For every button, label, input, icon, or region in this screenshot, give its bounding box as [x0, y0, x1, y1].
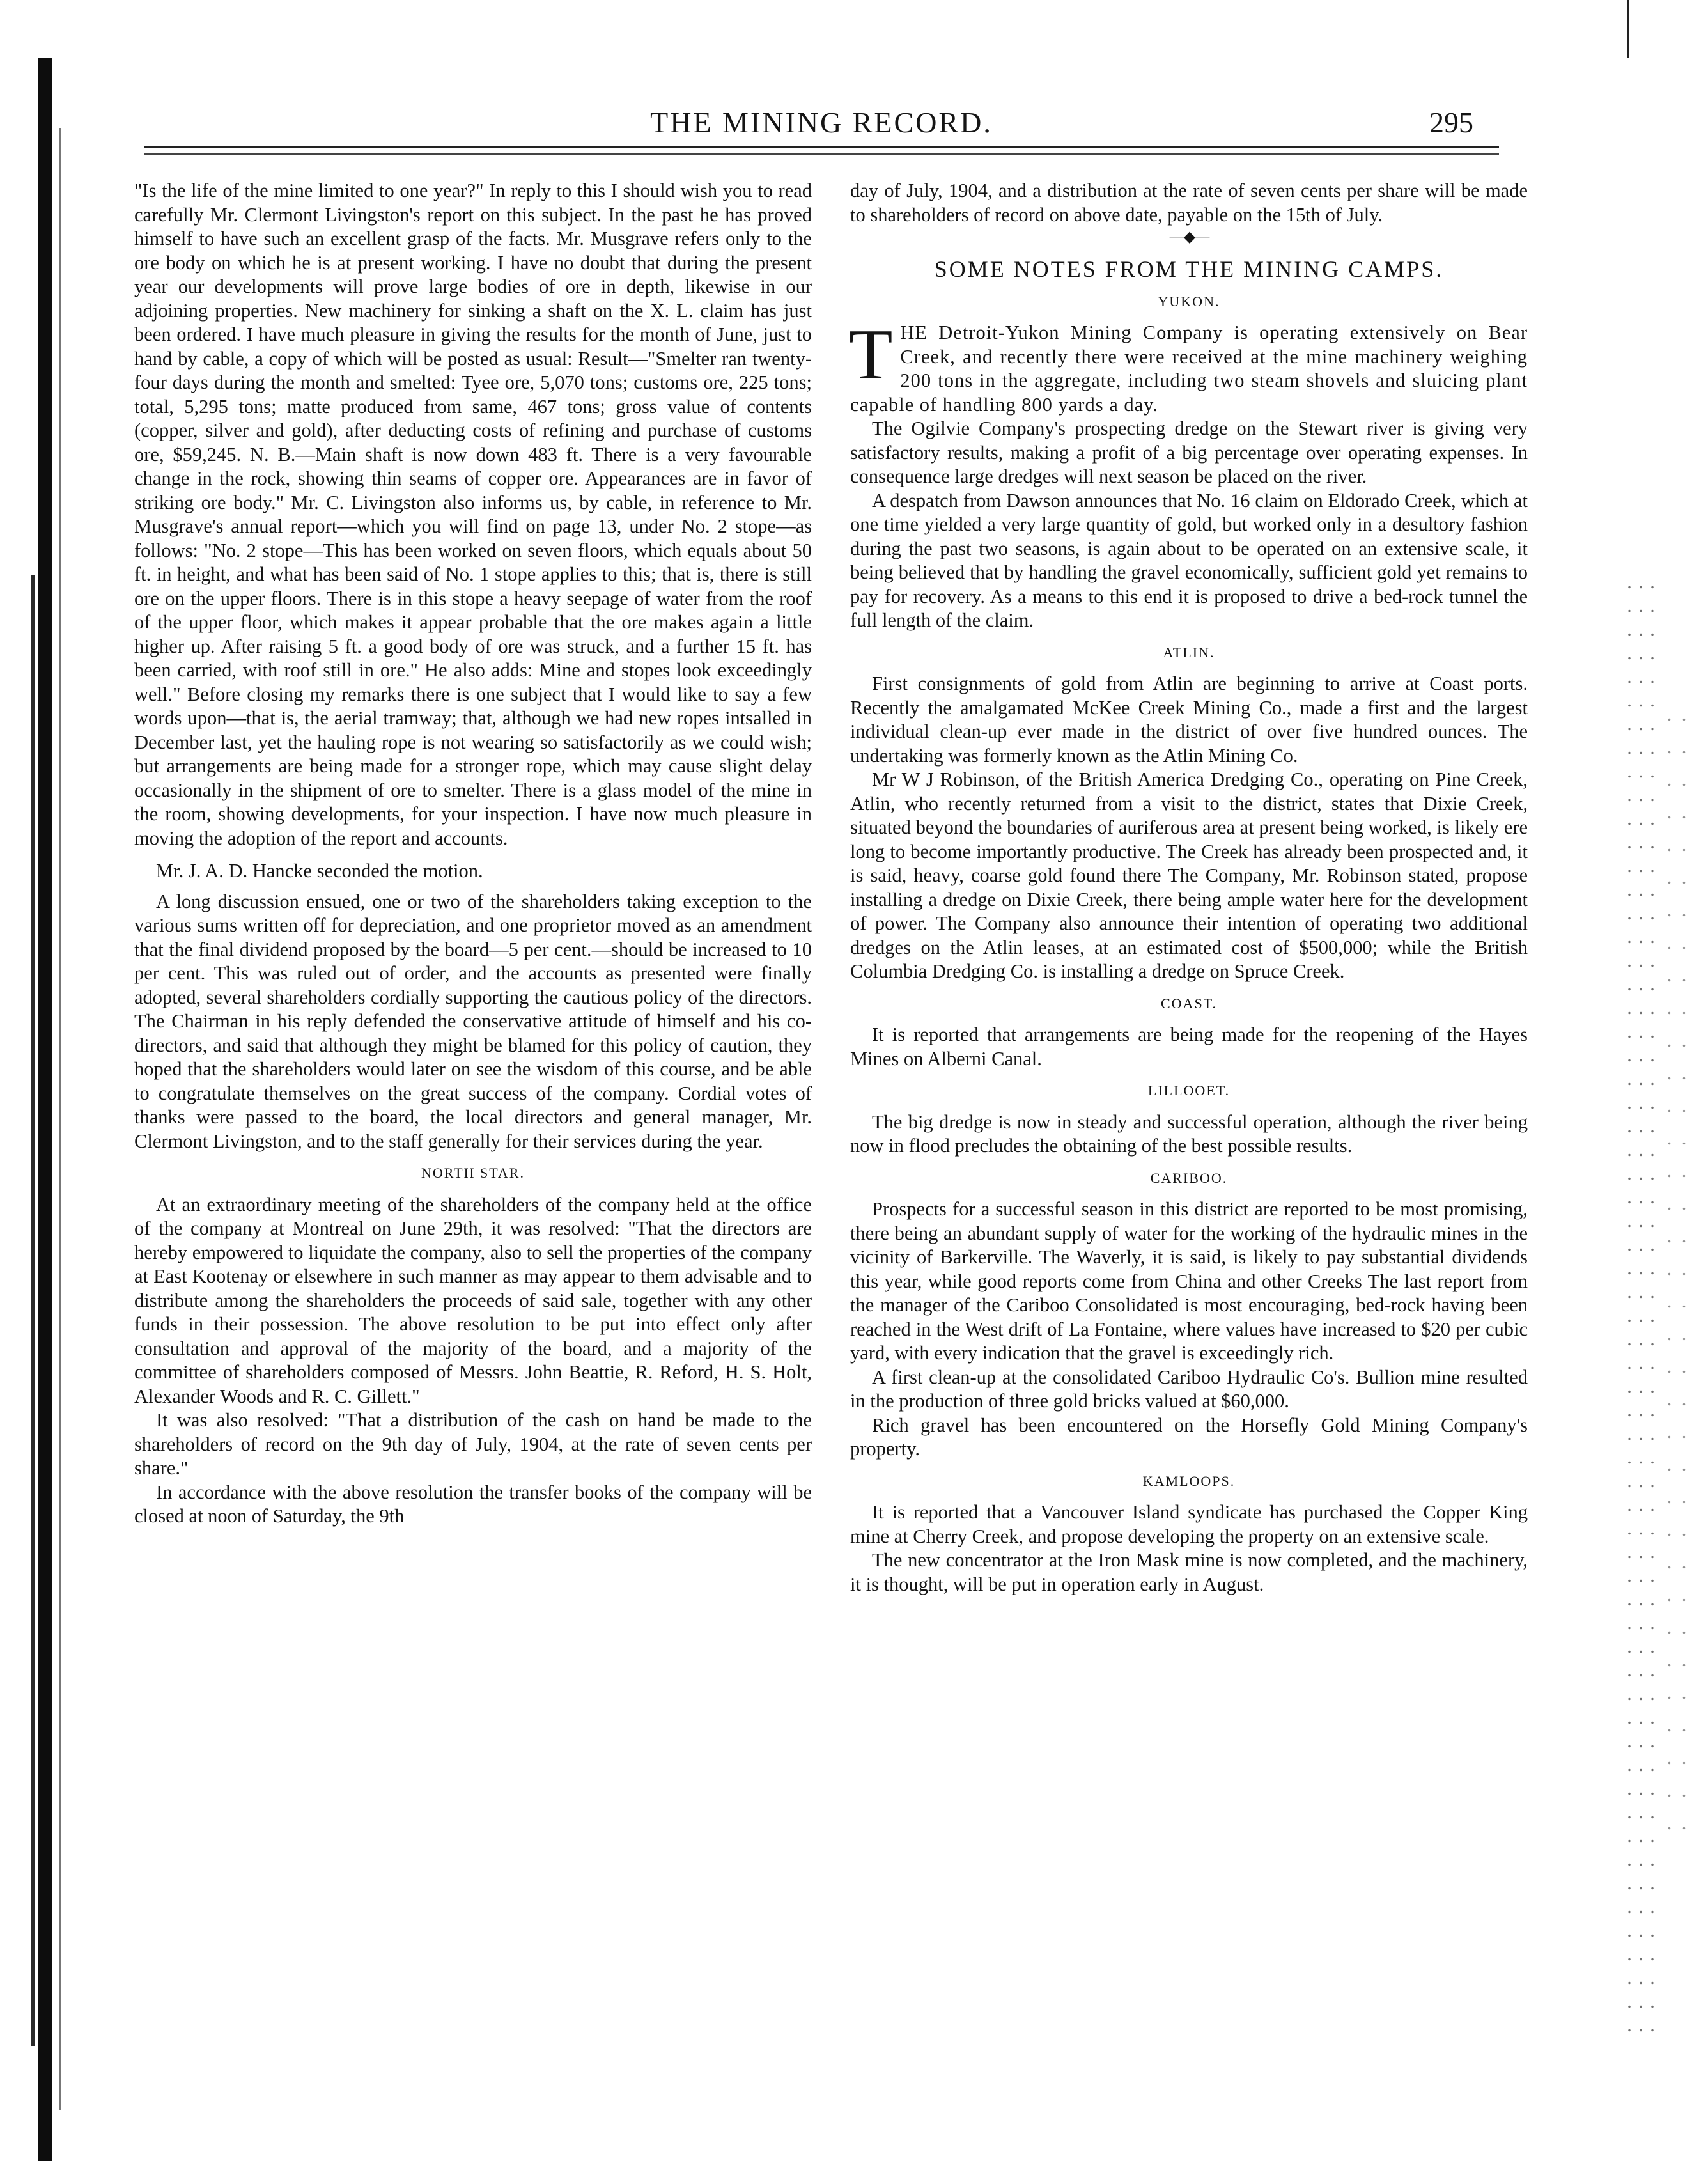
running-title: THE MINING RECORD. [650, 106, 993, 139]
opening-paragraph [849, 315, 1528, 417]
binding-gutter-line [59, 128, 61, 2110]
paragraph: A first clean-up at the consolidated Cariboo Hydraulic Co's. Bullion mine resulted in the production of three gold bricks valued at $60,000. [850, 1366, 1528, 1412]
section-heading-cariboo: CARIBOO. [1150, 1169, 1228, 1186]
paragraph: In accordance with the above resolution the transfer books of the company will be closed at noon of Saturday, the 9th [134, 1481, 812, 1527]
paragraph: The Ogilvie Company's prospecting dredge on the Stewart river is giving very satisfactory results, making a profit of a big percentage over operating expenses. In consequence large dredges will next season be placed on the river. [850, 417, 1528, 487]
section-heading-kamloops: KAMLOOPS. [1142, 1472, 1236, 1489]
header-rule-thick [144, 146, 1499, 148]
paragraph: At an extraordinary meeting of the shareholders of the company held at the office of the company at Montreal on June 29th, it was resolved: "That the directors are hereby empowered to liquidate the company, also to sell the properties of the company at East Kootenay or elsewhere in such manner as may appear to them advisable and to distribute among the shareholders the proceeds of said sale, together with any other funds in their possession. The above resolution to be put into effect only after consultation and approval of the majority of the board, and a majority of the committee of shareholders composed of Messrs. John Beattie, R. Reford, H. S. Holt, Alexander Woods and R. C. Gillett." [134, 1193, 812, 1407]
section-heading-coast: COAST. [1161, 995, 1217, 1011]
section-heading-lillooet: LILLOOET. [1147, 1082, 1231, 1098]
paragraph: day of July, 1904, and a distribution at the rate of seven cents per share will be made to shareholders of record on above date, payable on the 15th of July. [850, 180, 1528, 226]
section-heading-atlin: ATLIN. [1163, 644, 1215, 660]
paragraph: It is reported that a Vancouver Island syndicate has purchased the Copper King mine at Cherry Creek, and propose developing the property on an extensive scale. [850, 1501, 1528, 1547]
binding-gutter-shadow [38, 58, 52, 2161]
paragraph: Prospects for a successful season in this district are reported to be most promising, there being an abundant supply of water for the working of the hydraulic mines in the vicinity of Barkerville. The Waverly, it is said, is likely to pay substantial dividends this year, while good reports come from China and other Creeks The last report from the manager of the Cariboo Consolidated is most encouraging, bed-rock having been reached in the West drift of La Fontaine, where values have increased to $20 per cubic yard, with every indication that the gravel is exceedingly rich. [850, 1198, 1528, 1364]
left-column [134, 179, 812, 1529]
paragraph: A despatch from Dawson announces that No. 16 claim on Eldorado Creek, which at one time yielded a very large quantity of gold, but worked only in a desultory fashion during the past two seasons, is again about to be operated on an extensive scale, it being believed that by handling the gravel economically, sufficient gold yet remains to pay for recovery. As a means to this end it is proposed to drive a bed-rock tunnel the full length of the claim. [850, 489, 1528, 631]
page-header [144, 105, 1499, 144]
paragraph: The big dredge is now in steady and successful operation, although the river being now in flood precludes the obtaining of the best possible results. [850, 1111, 1528, 1157]
paragraph: Mr. J. A. D. Hancke seconded the motion. [156, 860, 483, 882]
paragraph: It was also resolved: "That a distribution of the cash on hand be made to the shareholders of record on the 9th day of July, 1904, at the rate of seven cents per share." [134, 1409, 812, 1479]
page-number: 295 [1429, 106, 1473, 139]
paragraph: Rich gravel has been encountered on the Horsefly Gold Mining Company's property. [850, 1414, 1528, 1460]
binding-gutter-edge [31, 575, 35, 2046]
scan-edge-mark [1627, 0, 1629, 58]
scan-noise-right [1624, 575, 1662, 2046]
paragraph: First consignments of gold from Atlin are beginning to arrive at Coast ports. Recently the amalgamated McKee Creek Mining Co., made a first and the largest individual clean-up ever made in the district of over five hundred ounces. The undertaking was formerly known as the Atlin Mining Co. [850, 673, 1528, 767]
section-heading-yukon: YUKON. [1158, 293, 1220, 309]
right-column [850, 179, 1528, 1596]
header-rule-thin [144, 153, 1499, 155]
paragraph: Mr W J Robinson, of the British America Dredging Co., operating on Pine Creek, Atlin, who recently returned from a visit to the district, states that Dixie Creek, situated beyond the boundaries of auriferous area at present being worked, is likely ere long to become importantly productive. The Creek has already been prospected and, it is said, heavy, coarse gold found there The Company, Mr. Robinson stated, propose installing a dredge on Dixie Creek, there being ample water here for the development of power. The Company also announce their intention of operating two additional dredges on the Atlin leases, at an estimated cost of $500,000; while the British Columbia Dredging Co. is installing a dredge on Spruce Creek. [850, 768, 1528, 982]
paragraph: "Is the life of the mine limited to one year?" In reply to this I should wish you to read carefully Mr. Clermont Livingston's report on this subject. In the past he has proved himself to have such an excellent grasp of the facts. Mr. Musgrave refers only to the ore body on which he is at present working. I have no doubt that during the present year our developments will prove large bodies of ore in depth, likewise in our adjoining properties. New machinery for sinking a shaft on the X. L. claim has just been ordered. I have much pleasure in giving the results for the month of June, just to hand by cable, a copy of which will be posted as usual: Result—"Smelter ran twenty-four days during the month and smelted: Tyee ore, 5,070 tons; customs ore, 225 tons; total, 5,295 tons; matte produced from same, 467 tons; gross value of contents (copper, silver and gold), after deducting costs of refining and purchase of customs ore, $59,245. N. B.—Main shaft is now down 483 ft. There is a very favourable change in the rock, showing thin seams of copper ore. Appearances are in favor of striking ore body." Mr. C. Livingston also informs us, by cable, in reference to Mr. Musgrave's annual report—which you will find on page 13, under No. 2 stope—as follows: "No. 2 stope—This has been worked on seven floors, which equals about 50 ft. in height, and what has been said of No. 1 stope applies to this; that is, there is still ore on the upper floors. There is in this stope a heavy seepage of water from the roof of the upper floor, which makes it appear probable that the ore makes again a little higher up. After raising 5 ft. a good body of ore was struck, and a further 15 ft. has been carried, with roof still in ore." He also adds: Mine and stopes look exceedingly well." Before closing my remarks there is one subject that I would like to say a few words upon—that is, the aerial tramway; that, although we had new ropes intsalled in December last, yet the hauling rope is not wearing so satisfactorily as we could wish; but arrangements are being made for a stronger rope, which may cause slight delay occasionally in the shipment of ore to smelter. There is a glass model of the mine in the room, showing developments, for your inspection. I have now much pleasure in moving the adoption of the report and accounts. [134, 180, 812, 849]
paragraph: The new concentrator at the Iron Mask mine is now completed, and the machinery, it is thought, will be put in operation early in August. [850, 1549, 1528, 1595]
paragraph: HE Detroit-Yukon Mining Company is operating extensively on Bear Creek, and recently there were received at the mine machinery weighing 200 tons in the aggregate, including two steam shovels and sluicing plant capable of handling 800 yards a day. [850, 322, 1528, 416]
scan-noise-right-outer [1662, 703, 1694, 1854]
article-title: SOME NOTES FROM THE MINING CAMPS. [934, 256, 1444, 282]
section-heading-north-star: NORTH STAR. [421, 1165, 525, 1181]
section-ornament: —◆— [1169, 229, 1209, 246]
paragraph: A long discussion ensued, one or two of the shareholders taking exception to the various sums written off for depreciation, and one proprietor moved as an amendment that the final dividend proposed by the board—5 per cent.—should be increased to 10 per cent. This was ruled out of order, and the accounts as presented were finally adopted, several shareholders cordially supporting the cautious policy of the directors. The Chairman in his reply defended the conservative attitude of himself and his co-directors, and said that although they might be blamed for this policy of caution, they hoped that the shareholders would later on see the wisdom of this course, and be able to congratulate themselves on the great success of the company. Cordial votes of thanks were passed to the board, the local directors and general manager, Mr. Clermont Livingston, and to the staff generally for their services during the year. [134, 890, 812, 1152]
drop-cap: T [849, 315, 893, 394]
paragraph: It is reported that arrangements are being made for the reopening of the Hayes Mines on Alberni Canal. [850, 1024, 1528, 1070]
